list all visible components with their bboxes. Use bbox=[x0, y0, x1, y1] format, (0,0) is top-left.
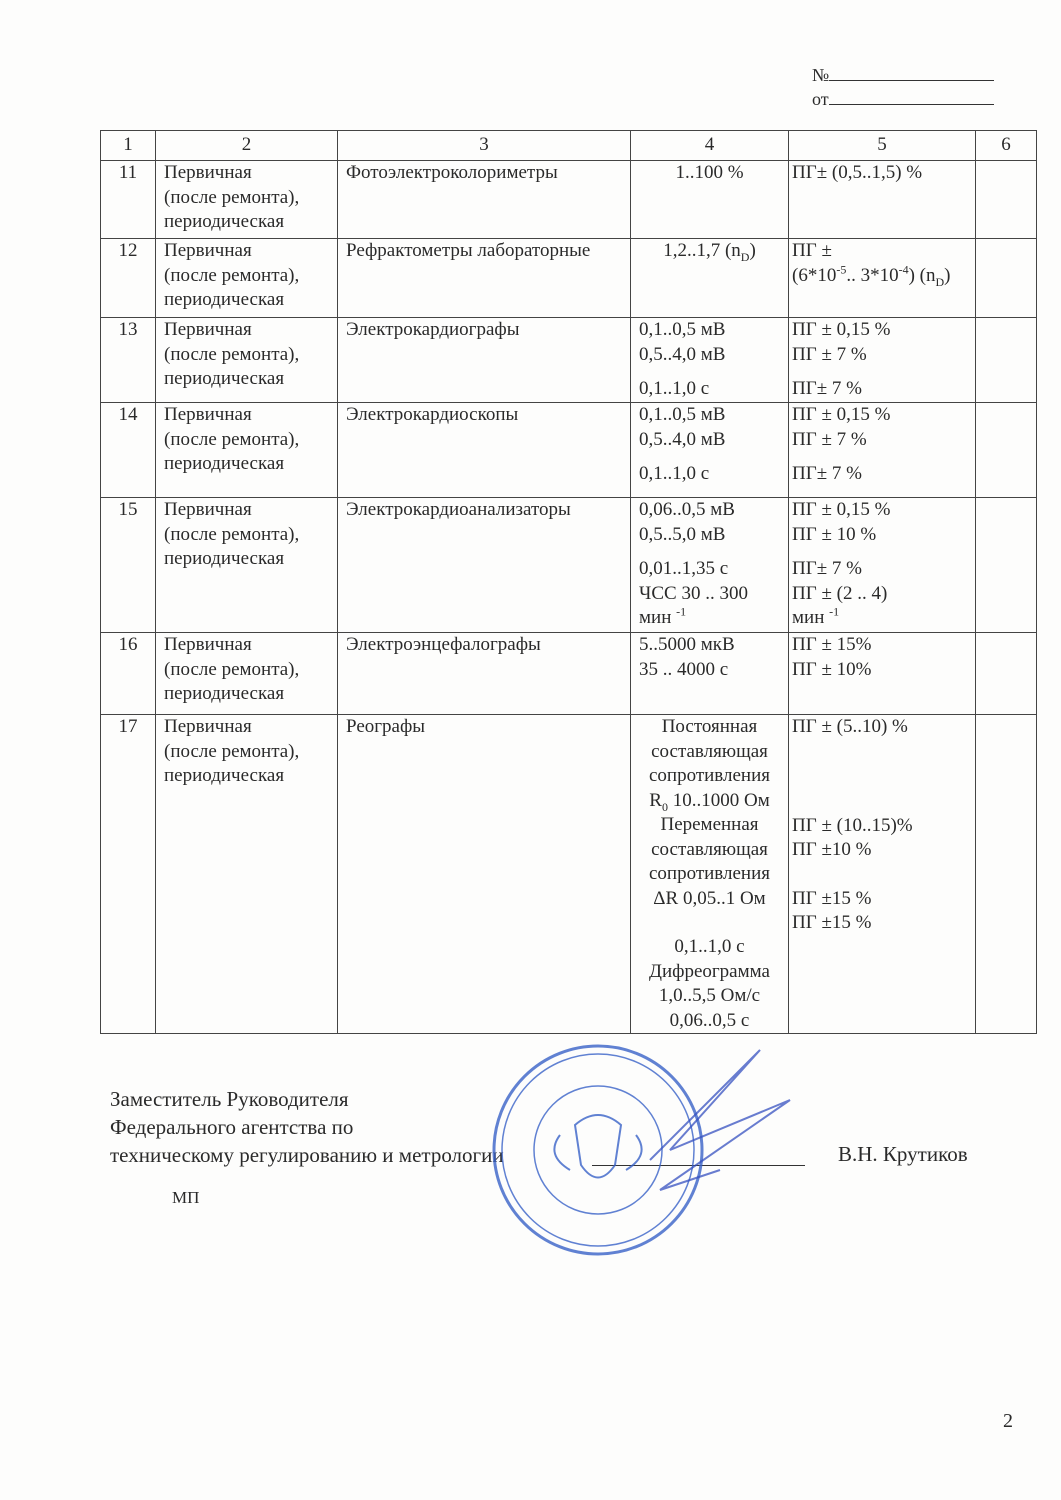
cell-line: ПГ ± 0,15 % bbox=[792, 319, 891, 340]
table-row bbox=[101, 403, 1037, 498]
error-limit bbox=[789, 239, 976, 318]
signatory-position: Заместитель Руководителя Федерального агентства по техническому регулированию и метрологии bbox=[110, 1087, 504, 1167]
verification-type: Первичная (после ремонта), периодическая bbox=[156, 498, 338, 633]
cell-line: ПГ ± 7 % bbox=[792, 428, 867, 450]
column-header: 3 bbox=[338, 131, 631, 161]
verification-type: Первичная (после ремонта), периодическая bbox=[156, 318, 338, 403]
row-number: 14 bbox=[101, 403, 156, 498]
cell-line: ПГ ± 10 % bbox=[792, 523, 877, 545]
cell-line: ПГ ± (5..10) % bbox=[792, 716, 908, 737]
cell-line: ПГ ±15 % bbox=[792, 912, 872, 933]
device-name: Электроэнцефалографы bbox=[338, 633, 631, 715]
cell-line: 1..100 % bbox=[675, 162, 744, 183]
measurement-range bbox=[631, 318, 789, 403]
cell-line: Дифреограмма bbox=[649, 960, 770, 982]
cell-line: ПГ± 7 % bbox=[792, 558, 862, 579]
cell-line: ПГ± 7 % bbox=[792, 378, 862, 399]
cell-line: 0,1..1,0 с bbox=[639, 378, 710, 399]
table-row bbox=[101, 498, 1037, 633]
cell-line: ($6*10^{-5}$.. $3*10^{-4}$) $(n_D)$ bbox=[792, 262, 951, 289]
table-header-row bbox=[101, 131, 1037, 161]
page-number: 2 bbox=[1003, 1410, 1013, 1432]
device-name: Рефрактометры лабораторные bbox=[338, 239, 631, 318]
notes-cell bbox=[976, 715, 1037, 1034]
device-name: Реографы bbox=[338, 715, 631, 1034]
error-limit bbox=[789, 318, 976, 403]
measurement-range bbox=[631, 161, 789, 239]
cell-line: Переменная bbox=[660, 814, 759, 835]
notes-cell bbox=[976, 161, 1037, 239]
error-limit bbox=[789, 715, 976, 1034]
cell-line: ПГ ±15 % bbox=[792, 887, 872, 909]
notes-cell bbox=[976, 239, 1037, 318]
row-number: 11 bbox=[101, 161, 156, 239]
cell-line: 0,5..4,0 мВ bbox=[639, 343, 726, 365]
row-number: 17 bbox=[101, 715, 156, 1034]
cell-line: ПГ ± (10..15)% bbox=[792, 814, 913, 836]
error-limit bbox=[789, 161, 976, 239]
seal-place-label: МП bbox=[172, 1188, 200, 1207]
cell-line: 0,06..0,5 мВ bbox=[639, 499, 735, 520]
cell-line: 0,01..1,35 с bbox=[639, 558, 729, 579]
row-number: 16 bbox=[101, 633, 156, 715]
date-field: от bbox=[812, 88, 994, 110]
cell-line: составляющая bbox=[651, 740, 768, 762]
verification-type: Первичная (после ремонта), периодическая bbox=[156, 715, 338, 1034]
device-name: Электрокардиоскопы bbox=[338, 403, 631, 498]
cell-line: ПГ± (0,5..1,5) % bbox=[792, 162, 923, 183]
measurement-range bbox=[631, 403, 789, 498]
cell-line: 0,1..0,5 мВ bbox=[639, 404, 726, 425]
cell-line: 0,5..4,0 мВ bbox=[639, 428, 726, 450]
table-row bbox=[101, 239, 1037, 318]
measurement-range bbox=[631, 633, 789, 715]
cell-line: 0,1..0,5 мВ bbox=[639, 319, 726, 340]
notes-cell bbox=[976, 498, 1037, 633]
column-header: 5 bbox=[789, 131, 976, 161]
error-limit bbox=[789, 633, 976, 715]
instruments-table bbox=[100, 130, 1037, 1034]
cell-line: ПГ ± 0,15 % bbox=[792, 499, 891, 520]
cell-line: 35 .. 4000 с bbox=[639, 658, 729, 680]
cell-line: 1,0..5,5 Ом/с bbox=[658, 985, 761, 1006]
cell-line: ПГ ± (2 .. 4) bbox=[792, 582, 888, 604]
device-name: Фотоэлектроколориметры bbox=[338, 161, 631, 239]
notes-cell bbox=[976, 633, 1037, 715]
cell-line: $R_0$ 10..1000 Ом bbox=[649, 789, 770, 814]
cell-line: 0,1..1,0 с bbox=[674, 936, 745, 957]
error-limit bbox=[789, 498, 976, 633]
cell-line: ПГ ± 15% bbox=[792, 634, 872, 655]
table-row bbox=[101, 161, 1037, 239]
official-stamp bbox=[490, 1040, 810, 1265]
verification-type: Первичная (после ремонта), периодическая bbox=[156, 239, 338, 318]
column-header: 2 bbox=[156, 131, 338, 161]
row-number: 12 bbox=[101, 239, 156, 318]
error-limit bbox=[789, 403, 976, 498]
cell-line: ПГ± 7 % bbox=[792, 463, 862, 484]
row-number: 15 bbox=[101, 498, 156, 633]
cell-line: 0,1..1,0 с bbox=[639, 463, 710, 484]
table-row bbox=[101, 633, 1037, 715]
cell-line: ПГ ± 10% bbox=[792, 658, 872, 680]
cell-line: 0,5..5,0 мВ bbox=[639, 523, 726, 545]
cell-line: ΔR 0,05..1 Ом bbox=[653, 887, 766, 909]
column-header: 1 bbox=[101, 131, 156, 161]
cell-line: ПГ ± bbox=[792, 240, 832, 261]
verification-type: Первичная (после ремонта), периодическая bbox=[156, 633, 338, 715]
handwritten-signature bbox=[650, 1050, 790, 1190]
row-number: 13 bbox=[101, 318, 156, 403]
cell-line: сопротивления bbox=[648, 863, 771, 884]
cell-line: 1,2..1,7 $(n_D)$ bbox=[663, 240, 756, 264]
measurement-range bbox=[631, 715, 789, 1034]
notes-cell bbox=[976, 318, 1037, 403]
cell-line: ПГ ± 0,15 % bbox=[792, 404, 891, 425]
measurement-range bbox=[631, 239, 789, 318]
number-field: № bbox=[812, 64, 994, 86]
notes-cell bbox=[976, 403, 1037, 498]
cell-line: мин $^{-1}$ bbox=[792, 604, 840, 628]
device-name: Электрокардиографы bbox=[338, 318, 631, 403]
cell-line: Постоянная bbox=[661, 716, 758, 737]
cell-line: составляющая bbox=[651, 838, 768, 860]
cell-line: 0,06..0,5 с bbox=[669, 1009, 750, 1031]
verification-type: Первичная (после ремонта), периодическая bbox=[156, 403, 338, 498]
cell-line: ЧСС 30 .. 300 bbox=[639, 582, 748, 604]
cell-line: 5..5000 мкВ bbox=[639, 634, 735, 655]
table-row bbox=[101, 715, 1037, 1034]
verification-type: Первичная (после ремонта), периодическая bbox=[156, 161, 338, 239]
cell-line: ПГ ±10 % bbox=[792, 839, 872, 860]
column-header: 4 bbox=[631, 131, 789, 161]
cell-line: сопротивления bbox=[648, 765, 771, 786]
cell-line: ПГ ± 7 % bbox=[792, 343, 867, 365]
signatory-name: В.Н. Крутиков bbox=[838, 1142, 968, 1166]
cell-line: мин $^{-1}$ bbox=[639, 604, 687, 628]
table-row bbox=[101, 318, 1037, 403]
measurement-range bbox=[631, 498, 789, 633]
device-name: Электрокардиоанализаторы bbox=[338, 498, 631, 633]
column-header: 6 bbox=[976, 131, 1037, 161]
